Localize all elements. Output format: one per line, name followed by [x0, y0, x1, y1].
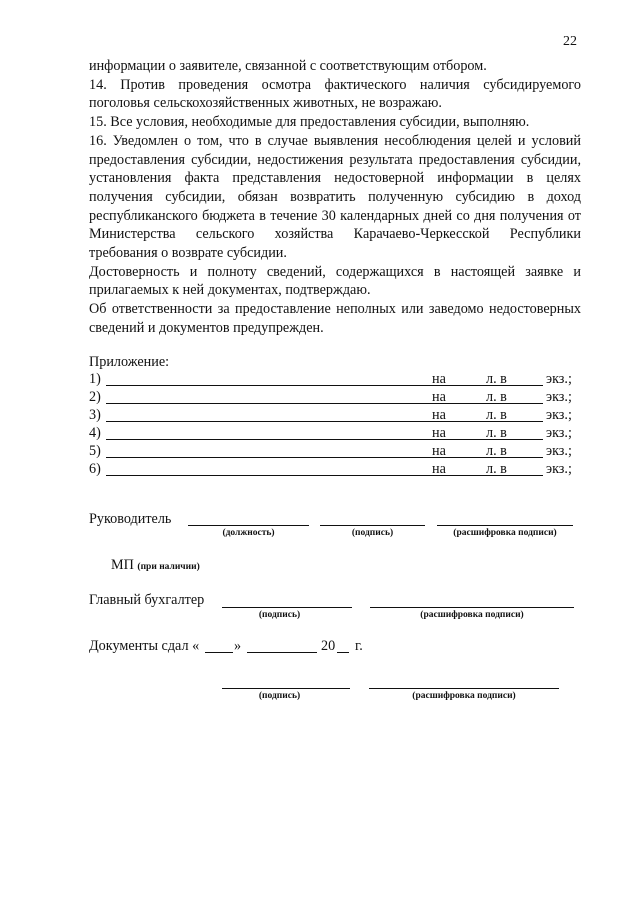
chief-accountant-signature-caption: (подпись)	[258, 610, 301, 620]
appendix-title: Приложение:	[89, 354, 170, 370]
appendix-na-label: на	[432, 389, 446, 405]
appendix-sheets-field[interactable]	[457, 403, 483, 404]
appendix-na-label: на	[432, 371, 446, 387]
documents-submitted-line	[89, 638, 389, 658]
appendix-copies-label: экз.;	[546, 425, 572, 441]
appendix-sheets-field[interactable]	[457, 475, 483, 476]
head-signature-field[interactable]	[320, 525, 425, 526]
appendix-document-field[interactable]	[106, 475, 517, 476]
appendix-row	[89, 425, 581, 443]
appendix-sheets-label: л. в	[486, 371, 507, 387]
documents-day-field[interactable]	[205, 652, 233, 653]
paragraph-reliability: Достоверность и полноту сведений, содержащихся в настоящей заявке и прилагаемых к ней документах, подтверждаю.	[89, 263, 581, 299]
appendix-copies-field[interactable]	[517, 475, 543, 476]
appendix-sheets-field[interactable]	[457, 457, 483, 458]
paragraph-continuation: информации о заявителе, связанной с соответствующим отбором.	[89, 58, 487, 74]
head-position-field[interactable]	[188, 525, 309, 526]
appendix-na-label: на	[432, 425, 446, 441]
appendix-copies-label: экз.;	[546, 371, 572, 387]
appendix-row	[89, 389, 581, 407]
head-decoding-caption: (расшифровка подписи)	[453, 528, 557, 538]
appendix-copies-label: экз.;	[546, 407, 572, 423]
appendix-document-field[interactable]	[106, 439, 517, 440]
head-label: Руководитель	[89, 511, 172, 527]
appendix-copies-label: экз.;	[546, 443, 572, 459]
chief-accountant-decoding-field[interactable]	[370, 607, 574, 608]
appendix-row-number: 3)	[89, 407, 101, 423]
appendix-copies-field[interactable]	[517, 403, 543, 404]
appendix-sheets-label: л. в	[486, 425, 507, 441]
appendix-row-number: 5)	[89, 443, 101, 459]
appendix-sheets-label: л. в	[486, 461, 507, 477]
stamp-place	[111, 557, 200, 574]
appendix-row	[89, 407, 581, 425]
documents-year-field[interactable]	[337, 652, 349, 653]
stamp-note: (при наличии)	[137, 562, 200, 572]
appendix-sheets-label: л. в	[486, 389, 507, 405]
documents-quote-close: »	[234, 638, 242, 654]
appendix-copies-field[interactable]	[517, 457, 543, 458]
appendix-document-field[interactable]	[106, 421, 517, 422]
appendix-row	[89, 443, 581, 461]
appendix-copies-field[interactable]	[517, 439, 543, 440]
declaration-text	[89, 57, 581, 338]
paragraph-14: 14. Против проведения осмотра фактического наличия субсидируемого поголовья сельскохозяйственных животных, не возражаю.	[89, 76, 581, 112]
appendix-na-label: на	[432, 407, 446, 423]
head-decoding-field[interactable]	[437, 525, 573, 526]
appendix-copies-field[interactable]	[517, 385, 543, 386]
appendix-row	[89, 371, 581, 389]
appendix-document-field[interactable]	[106, 457, 517, 458]
appendix-sheets-label: л. в	[486, 407, 507, 423]
appendix-copies-label: экз.;	[546, 389, 572, 405]
paragraph-responsibility: Об ответственности за предоставление неполных или заведомо недостоверных сведений и документов предупрежден.	[89, 301, 581, 336]
appendix-row	[89, 461, 581, 479]
submitter-decoding-field[interactable]	[369, 688, 559, 689]
documents-month-field[interactable]	[247, 652, 317, 653]
appendix-sheets-label: л. в	[486, 443, 507, 459]
appendix-copies-label: экз.;	[546, 461, 572, 477]
appendix-document-field[interactable]	[106, 385, 517, 386]
chief-accountant-label: Главный бухгалтер	[89, 592, 205, 608]
appendix-row-number: 1)	[89, 371, 101, 387]
page-number: 22	[563, 34, 577, 49]
appendix-row-number: 6)	[89, 461, 101, 477]
paragraph-16: 16. Уведомлен о том, что в случае выявления несоблюдения целей и условий предоставления субсидии, недостижения результата предоставления субсидии, установления факта представления недостоверной информации в целях получения субсидии, обязан возвратить полученную субсидию в доход республиканского бюджета в течение 30 календарных дней со дня получения от Министерства сельского хозяйства Карачаево-Черкесской Республики требования о возврате субсидии.	[89, 132, 581, 262]
appendix-sheets-field[interactable]	[457, 439, 483, 440]
appendix-copies-field[interactable]	[517, 421, 543, 422]
chief-accountant-signature-field[interactable]	[222, 607, 352, 608]
paragraph-15: 15. Все условия, необходимые для предоставления субсидии, выполняю.	[89, 114, 530, 131]
documents-year-suffix: г.	[355, 638, 363, 654]
stamp-label: МП	[111, 557, 134, 573]
appendix-row-number: 2)	[89, 389, 101, 405]
appendix-sheets-field[interactable]	[457, 421, 483, 422]
submitter-signature-field[interactable]	[222, 688, 350, 689]
appendix-na-label: на	[432, 461, 446, 477]
appendix-row-number: 4)	[89, 425, 101, 441]
submitter-decoding-caption: (расшифровка подписи)	[412, 691, 516, 701]
head-position-caption: (должность)	[222, 528, 275, 538]
appendix-document-field[interactable]	[106, 403, 517, 404]
documents-submitted-label: Документы сдал «	[89, 638, 200, 654]
chief-accountant-decoding-caption: (расшифровка подписи)	[420, 610, 524, 620]
documents-year-prefix: 20	[321, 638, 336, 654]
appendix-na-label: на	[432, 443, 446, 459]
appendix-sheets-field[interactable]	[457, 385, 483, 386]
head-signature-caption: (подпись)	[351, 528, 394, 538]
submitter-signature-caption: (подпись)	[258, 691, 301, 701]
